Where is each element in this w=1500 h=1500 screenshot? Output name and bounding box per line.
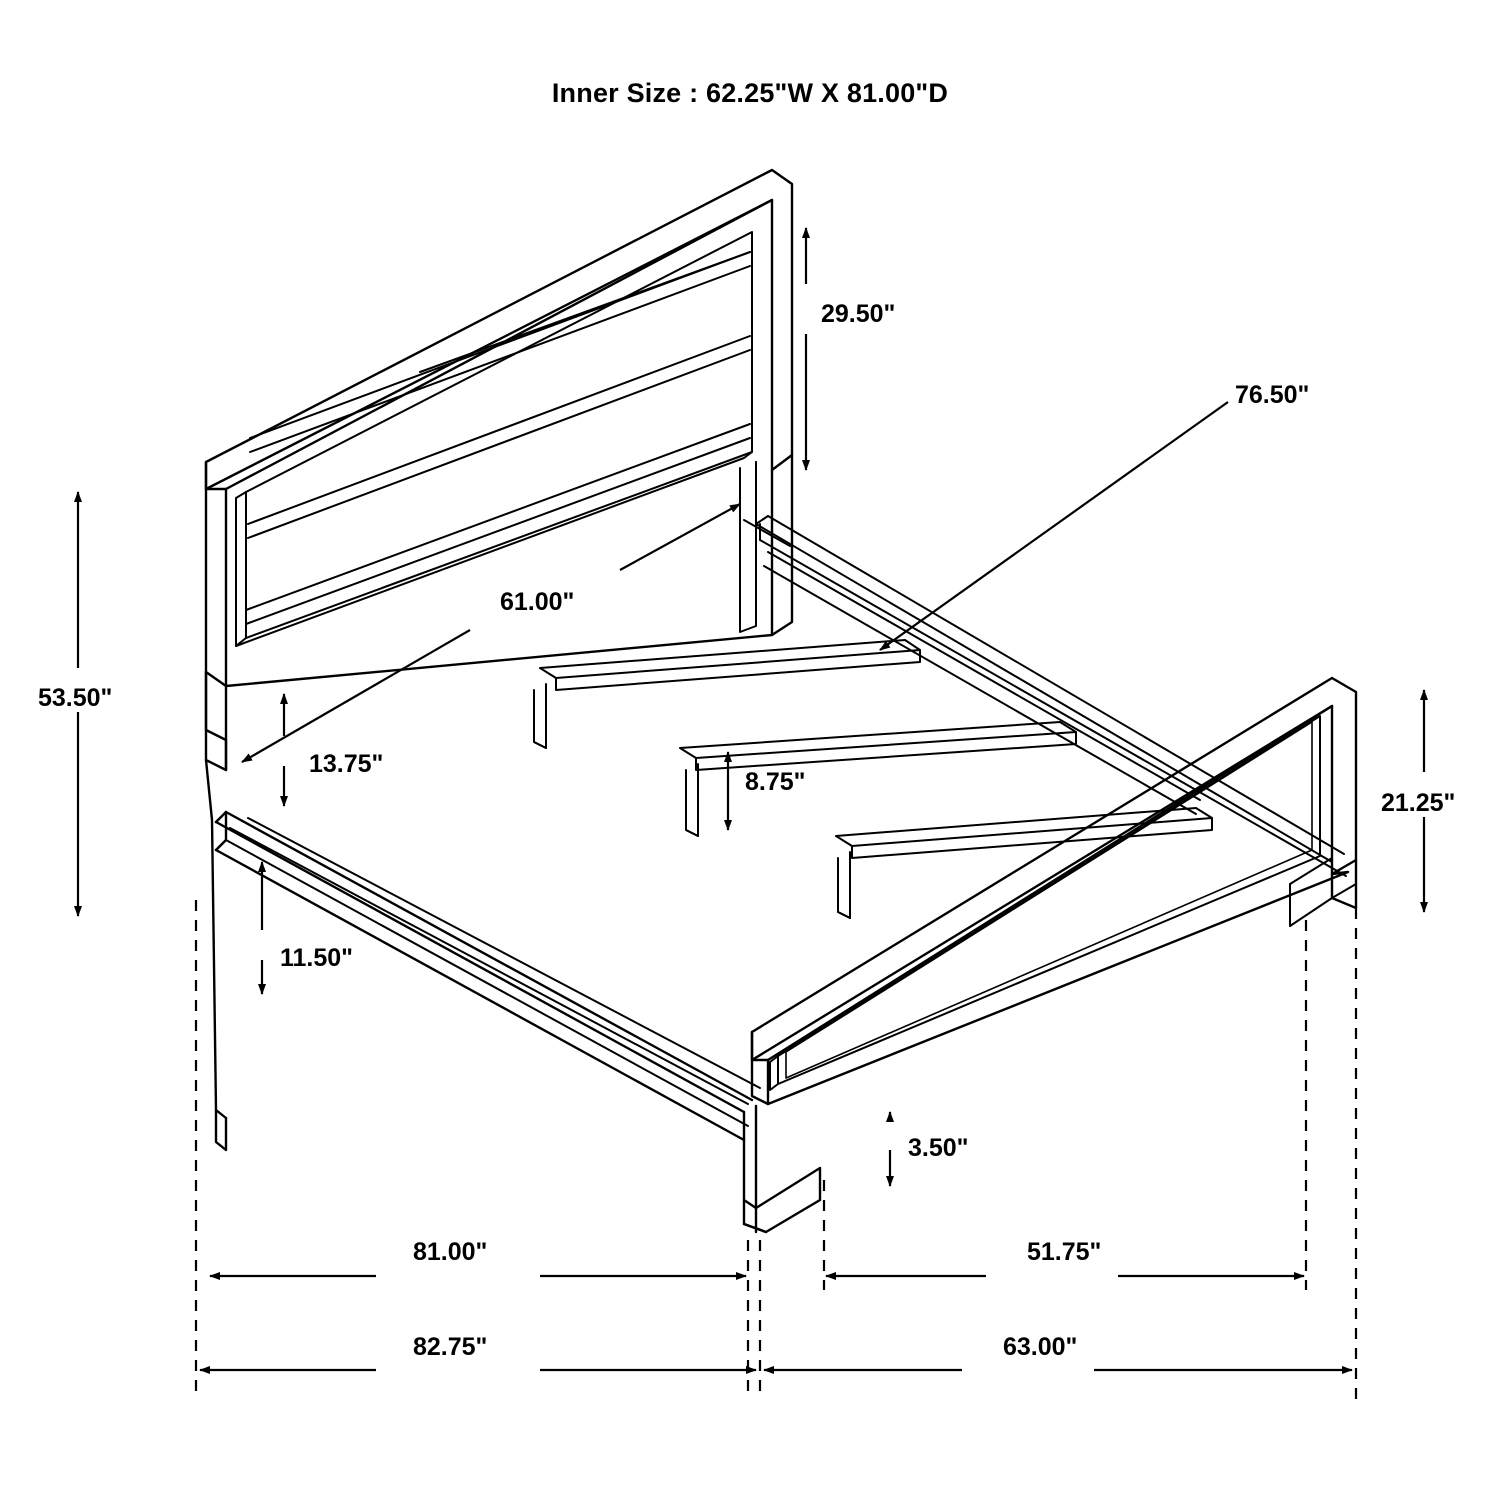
- page-title: Inner Size : 62.25"W X 81.00"D: [551, 78, 949, 108]
- dim-footboard-width: 51.75": [1024, 1238, 1104, 1266]
- dim-slat-support-height: 8.75": [742, 768, 809, 796]
- dim-overall-height: 53.50": [35, 684, 115, 712]
- dim-rail-height: 11.50": [277, 944, 356, 972]
- dim-headboard-panel-height: 29.50": [818, 300, 898, 328]
- bed-outline: [206, 170, 1356, 1232]
- dim-overall-depth: 82.75": [410, 1333, 490, 1361]
- dim-inner-width: 61.00": [497, 588, 577, 616]
- dim-footboard-foot-height: 3.50": [905, 1134, 972, 1162]
- dim-headboard-clearance: 13.75": [306, 750, 386, 778]
- dim-side-rail-length: 76.50": [1232, 381, 1312, 409]
- dim-inner-depth: 81.00": [410, 1238, 490, 1266]
- dim-overall-width: 63.00": [1000, 1333, 1080, 1361]
- dim-footboard-panel-height: 21.25": [1378, 789, 1458, 817]
